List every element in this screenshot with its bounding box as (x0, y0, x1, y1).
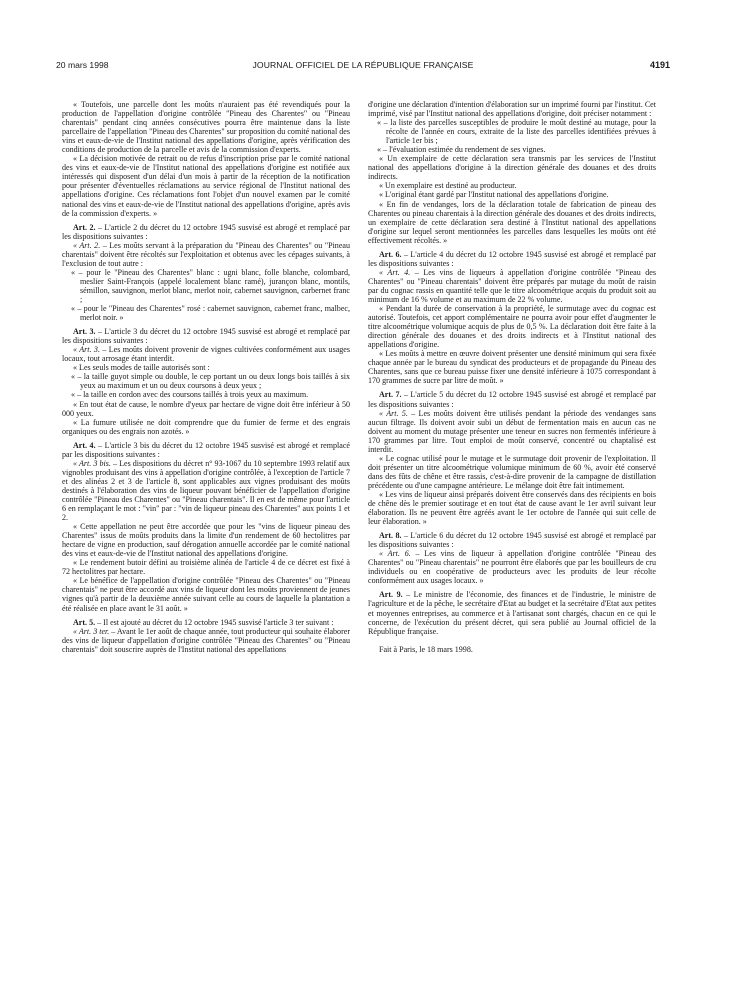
paragraph-text: « Pendant la durée de conservation à la propriété, le surmutage avec du cognac est autorisé. Toutefois, cet apport complémentaire ne pourra avoir pour effet d'augmenter le titre alcoométrique volumique acquis de plus de 0,5 %. La déclaration doit être faite à la direction générale des douanes et des droits indirects et à l'Institut national des appellations d'origine. (368, 304, 656, 350)
article-paragraph (368, 390, 656, 408)
paragraph-text: « Un exemplaire est destiné au producteur. (379, 181, 517, 191)
article-paragraph (62, 327, 350, 345)
paragraph-text: – Les moûts doivent provenir de vignes cultivées conformément aux usages locaux, tout arrosage étant interdit. (62, 345, 351, 364)
article-lead: « Art. 2. (73, 240, 101, 250)
left-column (62, 100, 350, 654)
paragraph-text: « En tout état de cause, le nombre d'yeux par hectare de vigne doit être inférieur à 50 000 yeux. (62, 399, 350, 418)
article-paragraph (368, 590, 656, 635)
article-paragraph (62, 223, 350, 241)
paragraph (368, 154, 656, 181)
article-lead: « Art. 6. (379, 549, 411, 559)
paragraph (368, 268, 656, 304)
paragraph-text: « – la liste des parcelles susceptibles de produire le moût destiné au mutage, pour la récolte de l'année en cours, extraite de la liste des parcelles identifiées prévues à l'article 1er bis ; (377, 118, 656, 146)
paragraph-text: « – pour le "Pineau des Charentes" blanc : ugni blanc, folle blanche, colombard, meslier Saint-François (appelé localement blanc ramé), jurançon blanc, montils, sémillon, sauvignon, merlot blanc, merlot noir, cabernet sauvignon, carbernet franc ; (71, 267, 350, 304)
signature-line (368, 645, 656, 654)
header-title: JOURNAL OFFICIEL DE LA RÉPUBLIQUE FRANÇAISE (252, 60, 474, 70)
paragraph (62, 576, 350, 612)
paragraph (62, 522, 350, 558)
right-column (368, 100, 656, 654)
article-label: Art. 9. (379, 590, 403, 600)
list-item (368, 118, 656, 145)
header-date: 20 mars 1998 (56, 60, 109, 70)
paragraph-text: « – pour le "Pineau des Charentes" rosé : cabernet sauvignon, cabernet franc, malbec, merlot noir. » (71, 304, 350, 323)
paragraph-text: « Cette appellation ne peut être accordée que pour les "vins de liqueur pineau des Charentes" issus de moûts produits dans la limite d'un rendement de 60 hectolitres par hectare de vigne en production, sauf dérogation annuelle accordée par le comité national des vins et eaux-de-vie de l'Institut national des appellations d'origine. (62, 522, 350, 559)
paragraph (368, 490, 656, 526)
paragraph-text: Fait à Paris, le 18 mars 1998. (379, 644, 473, 654)
paragraph (62, 627, 350, 654)
article-paragraph (62, 441, 350, 459)
paragraph-text: « Le rendement butoir défini au troisième alinéa de l'article 4 de ce décret est fixé à 72 hectolitres par hectare. (62, 558, 350, 577)
paragraph-text: – L'article 3 bis du décret du 12 octobre 1945 susvisé est abrogé et remplacé par les dispositions suivantes : (62, 440, 350, 459)
paragraph-text: – Les moûts doivent être utilisés pendant la période des vendanges sans aucun filtrage. Ils doivent avoir subi un début de fermentation mais en aucun cas ne doivent au moment du mutage présenter une teneur en sucres non fermentés inférieure à 170 grammes par litre. Tout emploi de moût conservé, concentré ou chaptalisé est interdit. (368, 408, 656, 454)
paragraph (368, 304, 656, 349)
paragraph-text: – Le ministre de l'économie, des finances et de l'industrie, le ministre de l'agriculture et de la pêche, le secrétaire d'Etat au budget et la secrétaire d'Etat aux petites et moyennes entreprises, au commerce et à l'artisanat sont chargés, chacun en ce qui le concerne, de l'exécution du présent décret, qui sera publié au Journal officiel de la République française. (368, 590, 656, 636)
page-number: 4191 (649, 60, 670, 70)
paragraph-text: – L'article 4 du décret du 12 octobre 1945 susvisé est abrogé et remplacé par les dispositions suivantes : (368, 249, 656, 268)
article-paragraph (368, 250, 656, 268)
article-label: Art. 5. (73, 617, 96, 627)
paragraph-text: d'origine une déclaration d'intention d'élaboration sur un imprimé fourni par l'institut. Cet imprimé, visé par l'Institut national des appellations d'origine, doit préciser notamment : (368, 100, 656, 119)
paragraph (368, 549, 656, 585)
paragraph-text: – Avant le 1er août de chaque année, tout producteur qui souhaite élaborer des vins de liqueur d'appellation d'origine contrôlée "Pineau des Charentes" ou "Pineau charentais" doit souscrire auprès de l'Institut national des appellations (62, 626, 351, 654)
paragraph-text: – Les dispositions du décret n° 93-1067 du 10 septembre 1993 relatif aux vignobles produisant des vins à appellation d'origine contrôlée, à l'exception de l'article 7 et des alinéas 2 et 3 de l'article 8, sont applicables aux vignes produisant des moûts destinés à l'élaboration des vins de liqueur pouvant bénéficier de l'appellation d'origine contrôlée "Pineau des Charentes" ou "Pineau charentais". Il en est de même pour l'article 6 en remplaçant le mot : "vin" par : "vin de liqueur pineau des Charentes" aux points 1 et 2. (62, 458, 350, 523)
paragraph (368, 409, 656, 454)
page-header (56, 60, 670, 74)
paragraph (62, 100, 350, 154)
list-item (62, 304, 350, 322)
paragraph-text: « La décision motivée de retrait ou de refus d'inscription prise par le comité national des vins et eaux-de-vie de l'Institut national des appellations d'origine est notifiée aux intéressés qui disposent d'un délai d'un mois à partir de la réception de la notification pour présenter d'éventuelles réclamations au service régional de l'Institut national des appellations d'origine. Ces réclamations font l'objet d'un nouvel examen par le comité national des vins et eaux-de-vie de l'Institut national des appellations d'origine, après avis de la commission d'experts. » (62, 154, 350, 218)
paragraph (62, 400, 350, 418)
article-lead: « Art. 3 bis. (73, 458, 111, 468)
paragraph-text: « – la taille guyot simple ou double, le cep portant un ou deux longs bois taillés à six yeux au maximum et un ou deux coursons à deux yeux ; (71, 372, 350, 391)
paragraph-text: « Les moûts à mettre en œuvre doivent présenter une densité minimum qui sera fixée chaque année par le bureau du syndicat des producteurs et de propagande du Pineau des Charentes, sans que ce bureau puisse fixer une densité inférieure à 1075 correspondant à 170 grammes de sucre par litre de moût. » (368, 349, 656, 386)
list-item (368, 145, 656, 154)
article-lead: « Art. 5. (379, 408, 408, 418)
paragraph (368, 349, 656, 385)
article-label: Art. 3. (73, 327, 96, 337)
paragraph (368, 100, 656, 118)
paragraph-text: « Un exemplaire de cette déclaration sera transmis par les services de l'Institut national des appellations d'origine à la direction générale des douanes et des droits indirects. (368, 154, 656, 182)
paragraph-text: « Le bénéfice de l'appellation d'origine contrôlée "Pineau des Charentes" ou "Pineau charentais" ne peut être accordé aux vins de liqueur dont les moûts proviennent de jeunes vignes qu'à partir de la deuxième année suivant celle au cours de laquelle la plantation a été réalisée en place avant le 31 août. » (62, 576, 350, 613)
paragraph-text: – L'article 3 du décret du 12 octobre 1945 susvisé est abrogé et remplacé par les dispositions suivantes : (62, 327, 350, 346)
paragraph (62, 345, 350, 363)
paragraph-text: « Le cognac utilisé pour le mutage et le surmutage doit provenir de l'exploitation. Il doit présenter un titre alcoométrique volumique minimum de 60 %, avoir été conservé dans des fûts de chêne et être rassis, c'est-à-dire provenir de la campagne de distillation précédente ou d'une campagne antérieure. Le mélange doit être fait intimement. (368, 453, 656, 490)
paragraph (62, 363, 350, 372)
paragraph (62, 241, 350, 268)
paragraph (368, 181, 656, 190)
list-item (62, 372, 350, 390)
paragraph-text: « – l'évaluation estimée du rendement de ses vignes. (377, 145, 546, 155)
paragraph-text: « Les vins de liqueur ainsi préparés doivent être conservés dans des récipients en bois de chêne dès le premier soutirage et en tout état de cause avant le 1er avril suivant leur élaboration. Ils ne peuvent être agréés avant le 1er octobre de l'année qui suit celle de leur élaboration. » (368, 489, 656, 527)
paragraph-text: – Il est ajouté au décret du 12 octobre 1945 susvisé l'article 3 ter suivant : (95, 617, 334, 627)
paragraph-text: « L'original étant gardé par l'Institut national des appellations d'origine. (379, 190, 609, 200)
article-paragraph (62, 618, 350, 627)
paragraph (62, 459, 350, 522)
paragraph-text: « Toutefois, une parcelle dont les moûts n'auraient pas été revendiqués pour la production de l'appellation d'origine contrôlée "Pineau des Charentes" ou "Pineau charentais" pendant cinq années consécutives pourra être maintenue dans la liste parcellaire de l'appellation "Pineau des Charentes" sur proposition du comité national des vins et eaux-de-vie de l'Institut national des appellations d'origine, après vérification des conditions de production de la parcelle et avis de la commission d'experts. (62, 100, 350, 155)
article-label: Art. 4. (73, 440, 96, 450)
article-lead: « Art. 3. (73, 345, 100, 355)
paragraph-text: – Les moûts servant à la préparation du "Pineau des Charentes" ou "Pineau charentais" doivent être récoltés sur l'exploitation et obtenus avec les cépages suivants, à l'exclusion de tout autre : (62, 240, 350, 268)
paragraph (368, 200, 656, 245)
paragraph-text: « La fumure utilisée ne doit comprendre que du fumier de ferme et des engrais organiques ou des engrais non azotés. » (62, 417, 350, 436)
paragraph (62, 418, 350, 436)
list-item (62, 390, 350, 399)
paragraph-text: – Les vins de liqueur à appellation d'origine contrôlée "Pineau des Charentes" ou "Pineau charentais" ne pourront être élaborés que par les bouilleurs de cru individuels ou en coopérative de producteurs avec les produits de leur récolte conformément aux usages locaux. » (368, 549, 656, 586)
article-label: Art. 6. (379, 249, 402, 259)
paragraph-text: « Les seuls modes de taille autorisés sont : (73, 363, 210, 373)
paragraph-text: – L'article 2 du décret du 12 octobre 1945 susvisé est abrogé et remplacé par les dispositions suivantes : (62, 222, 350, 241)
paragraph (62, 154, 350, 217)
paragraph (62, 558, 350, 576)
paragraph (368, 190, 656, 199)
paragraph-text: « – la taille en cordon avec des coursons taillés à trois yeux au maximum. (71, 390, 309, 400)
paragraph-text: – L'article 5 du décret du 12 octobre 1945 susvisé est abrogé et remplacé par les dispositions suivantes : (368, 390, 656, 409)
article-lead: « Art. 3 ter. (73, 626, 110, 636)
article-paragraph (368, 531, 656, 549)
paragraph (368, 454, 656, 490)
paragraph-text: – Les vins de liqueurs à appellation d'origine contrôlée "Pineau des Charentes" ou "Pineau charentais" doivent être préparés par mutage du moût de raisin par du cognac rassis en quantité telle que le titre alcoométrique acquis du produit soit au minimum de 16 % volume et au maximum de 22 % volume. (368, 267, 656, 304)
paragraph-text: – L'article 6 du décret du 12 octobre 1945 susvisé est abrogé et remplacé par les dispositions suivantes : (368, 531, 656, 550)
article-label: Art. 7. (379, 390, 402, 400)
paragraph-text: « En fin de vendanges, lors de la déclaration totale de fabrication de pineau des Charentes ou pineau charentais à la direction générale des douanes et des droits indirects, un exemplaire de cette déclaration sera destiné à l'Institut national des appellations d'origine sur lequel seront mentionnées les parcelles dans lesquelles les moûts ont été effectivement récoltés. » (368, 199, 656, 245)
list-item (62, 268, 350, 304)
article-label: Art. 8. (379, 531, 402, 541)
article-label: Art. 2. (73, 222, 96, 232)
article-lead: « Art. 4. (379, 267, 411, 277)
